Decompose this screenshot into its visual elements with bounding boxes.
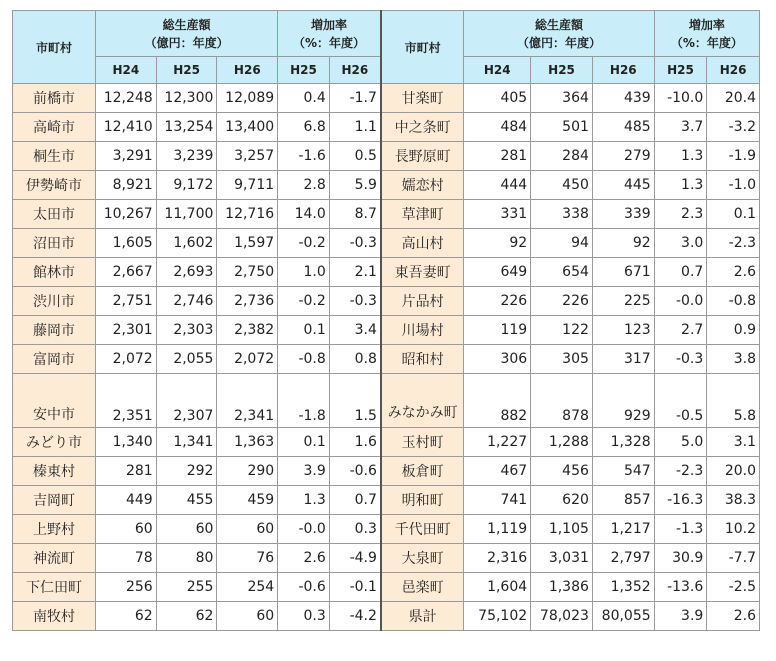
rate-unit: （%：年度） bbox=[293, 35, 366, 50]
cell-r26: 0.9 bbox=[707, 316, 760, 345]
table-row bbox=[13, 142, 760, 171]
municipality-name: 下仁田町 bbox=[13, 573, 96, 602]
cell-h26: 9,711 bbox=[217, 171, 278, 200]
header-municipality-right: 市町村 bbox=[381, 11, 464, 84]
table-row bbox=[13, 457, 760, 486]
cell-r26: 0.5 bbox=[329, 142, 381, 171]
cell-r25: 3.9 bbox=[278, 457, 330, 486]
cell-h24: 92 bbox=[464, 229, 531, 258]
cell-h26: 2,736 bbox=[217, 287, 278, 316]
cell-h25: 12,300 bbox=[156, 84, 217, 113]
cell-r25: 30.9 bbox=[654, 544, 707, 573]
cell-h24: 62 bbox=[95, 602, 156, 631]
cell-h24: 467 bbox=[464, 457, 531, 486]
cell-r26: -1.7 bbox=[329, 84, 381, 113]
municipality-name: 県計 bbox=[381, 602, 464, 631]
cell-h24: 1,119 bbox=[464, 515, 531, 544]
gdp-title: 総生産額 bbox=[535, 17, 584, 32]
cell-h26: 445 bbox=[592, 171, 654, 200]
cell-h26: 60 bbox=[217, 602, 278, 631]
cell-h26: 12,089 bbox=[217, 84, 278, 113]
cell-h25: 456 bbox=[531, 457, 593, 486]
cell-h25: 3,239 bbox=[156, 142, 217, 171]
rate-unit: （%：年度） bbox=[670, 35, 743, 50]
gdp-unit: （億円：年度） bbox=[517, 35, 602, 50]
cell-h24: 60 bbox=[95, 515, 156, 544]
cell-h24: 256 bbox=[95, 573, 156, 602]
cell-r25: 0.7 bbox=[654, 258, 707, 287]
municipality-name: 榛東村 bbox=[13, 457, 96, 486]
cell-h24: 281 bbox=[464, 142, 531, 171]
cell-h26: 13,400 bbox=[217, 113, 278, 142]
cell-h25: 122 bbox=[531, 316, 593, 345]
cell-h24: 1,340 bbox=[95, 428, 156, 457]
cell-r26: 0.7 bbox=[329, 486, 381, 515]
cell-h26: 339 bbox=[592, 200, 654, 229]
col-h25: H25 bbox=[531, 57, 593, 84]
gdp-unit: （億円：年度） bbox=[144, 35, 229, 50]
table-row bbox=[13, 486, 760, 515]
municipality-name: みどり市 bbox=[13, 428, 96, 457]
cell-r26: 0.1 bbox=[707, 200, 760, 229]
cell-r26: 20.4 bbox=[707, 84, 760, 113]
cell-r26: 3.1 bbox=[707, 428, 760, 457]
table-row bbox=[13, 428, 760, 457]
cell-r26: 3.8 bbox=[707, 345, 760, 374]
cell-h25: 78,023 bbox=[531, 602, 593, 631]
header-gdp-right bbox=[464, 11, 654, 57]
cell-r26: 2.1 bbox=[329, 258, 381, 287]
cell-h25: 284 bbox=[531, 142, 593, 171]
cell-r26: -1.0 bbox=[707, 171, 760, 200]
table-row bbox=[13, 113, 760, 142]
municipality-name: 館林市 bbox=[13, 258, 96, 287]
cell-h25: 878 bbox=[531, 374, 593, 428]
cell-r26: 2.6 bbox=[707, 258, 760, 287]
cell-h24: 3,291 bbox=[95, 142, 156, 171]
table-row bbox=[13, 602, 760, 631]
cell-r26: -2.3 bbox=[707, 229, 760, 258]
cell-h24: 649 bbox=[464, 258, 531, 287]
cell-h25: 620 bbox=[531, 486, 593, 515]
cell-r25: 2.6 bbox=[278, 544, 330, 573]
cell-h26: 2,750 bbox=[217, 258, 278, 287]
cell-h25: 2,055 bbox=[156, 345, 217, 374]
col-h25: H25 bbox=[156, 57, 217, 84]
cell-h24: 75,102 bbox=[464, 602, 531, 631]
cell-r25: -0.8 bbox=[278, 345, 330, 374]
cell-h26: 1,328 bbox=[592, 428, 654, 457]
municipality-name: みなかみ町 bbox=[381, 374, 464, 428]
cell-h25: 9,172 bbox=[156, 171, 217, 200]
cell-h26: 2,382 bbox=[217, 316, 278, 345]
cell-h26: 459 bbox=[217, 486, 278, 515]
municipality-name: 沼田市 bbox=[13, 229, 96, 258]
cell-h26: 1,352 bbox=[592, 573, 654, 602]
cell-r26: 8.7 bbox=[329, 200, 381, 229]
col-rate-h26: H26 bbox=[329, 57, 381, 84]
cell-r25: 0.1 bbox=[278, 428, 330, 457]
cell-h24: 2,751 bbox=[95, 287, 156, 316]
cell-h24: 281 bbox=[95, 457, 156, 486]
cell-r25: -16.3 bbox=[654, 486, 707, 515]
cell-h25: 62 bbox=[156, 602, 217, 631]
cell-r25: -0.6 bbox=[278, 573, 330, 602]
cell-r26: 20.0 bbox=[707, 457, 760, 486]
cell-r25: 1.3 bbox=[278, 486, 330, 515]
cell-r25: 0.3 bbox=[278, 602, 330, 631]
municipality-name: 伊勢崎市 bbox=[13, 171, 96, 200]
table-row bbox=[13, 515, 760, 544]
cell-r26: -0.8 bbox=[707, 287, 760, 316]
cell-r25: 14.0 bbox=[278, 200, 330, 229]
cell-r25: 1.3 bbox=[654, 171, 707, 200]
cell-h25: 305 bbox=[531, 345, 593, 374]
cell-h24: 226 bbox=[464, 287, 531, 316]
cell-h24: 12,248 bbox=[95, 84, 156, 113]
cell-r26: -3.2 bbox=[707, 113, 760, 142]
cell-h25: 3,031 bbox=[531, 544, 593, 573]
table-row bbox=[13, 573, 760, 602]
municipality-name: 前橋市 bbox=[13, 84, 96, 113]
gdp-title: 総生産額 bbox=[162, 17, 211, 32]
table-row bbox=[13, 544, 760, 573]
table-row bbox=[13, 374, 760, 428]
table-row bbox=[13, 200, 760, 229]
table-row bbox=[13, 345, 760, 374]
cell-r26: -2.5 bbox=[707, 573, 760, 602]
cell-h24: 2,072 bbox=[95, 345, 156, 374]
cell-h25: 2,746 bbox=[156, 287, 217, 316]
cell-h26: 12,716 bbox=[217, 200, 278, 229]
gdp-table bbox=[12, 10, 760, 631]
cell-h26: 92 bbox=[592, 229, 654, 258]
municipality-name: 長野原町 bbox=[381, 142, 464, 171]
cell-r25: -13.6 bbox=[654, 573, 707, 602]
cell-h26: 254 bbox=[217, 573, 278, 602]
cell-h25: 2,693 bbox=[156, 258, 217, 287]
cell-r26: -0.1 bbox=[329, 573, 381, 602]
cell-h25: 654 bbox=[531, 258, 593, 287]
table-row bbox=[13, 287, 760, 316]
municipality-name: 南牧村 bbox=[13, 602, 96, 631]
cell-h26: 76 bbox=[217, 544, 278, 573]
cell-h25: 364 bbox=[531, 84, 593, 113]
cell-h25: 450 bbox=[531, 171, 593, 200]
cell-h26: 485 bbox=[592, 113, 654, 142]
col-h24: H24 bbox=[464, 57, 531, 84]
cell-r25: -0.0 bbox=[654, 287, 707, 316]
cell-h24: 444 bbox=[464, 171, 531, 200]
cell-r25: 3.0 bbox=[654, 229, 707, 258]
municipality-name: 片品村 bbox=[381, 287, 464, 316]
cell-r25: 3.7 bbox=[654, 113, 707, 142]
municipality-name: 藤岡市 bbox=[13, 316, 96, 345]
cell-h25: 338 bbox=[531, 200, 593, 229]
cell-r25: -0.0 bbox=[278, 515, 330, 544]
cell-h24: 2,301 bbox=[95, 316, 156, 345]
cell-h24: 306 bbox=[464, 345, 531, 374]
municipality-name: 草津町 bbox=[381, 200, 464, 229]
municipality-name: 吉岡町 bbox=[13, 486, 96, 515]
cell-h25: 255 bbox=[156, 573, 217, 602]
cell-h24: 10,267 bbox=[95, 200, 156, 229]
cell-h26: 1,217 bbox=[592, 515, 654, 544]
cell-r26: 5.9 bbox=[329, 171, 381, 200]
cell-r25: 0.4 bbox=[278, 84, 330, 113]
header-rate-right bbox=[654, 11, 759, 57]
municipality-name: 桐生市 bbox=[13, 142, 96, 171]
cell-r25: 6.8 bbox=[278, 113, 330, 142]
rate-title: 増加率 bbox=[311, 17, 348, 32]
cell-h25: 80 bbox=[156, 544, 217, 573]
cell-r26: -0.6 bbox=[329, 457, 381, 486]
cell-h24: 2,316 bbox=[464, 544, 531, 573]
municipality-name: 大泉町 bbox=[381, 544, 464, 573]
cell-h24: 12,410 bbox=[95, 113, 156, 142]
col-h24: H24 bbox=[95, 57, 156, 84]
cell-h26: 80,055 bbox=[592, 602, 654, 631]
municipality-name: 上野村 bbox=[13, 515, 96, 544]
cell-r25: 0.1 bbox=[278, 316, 330, 345]
cell-h25: 60 bbox=[156, 515, 217, 544]
municipality-name: 渋川市 bbox=[13, 287, 96, 316]
cell-r25: -1.3 bbox=[654, 515, 707, 544]
cell-h26: 2,341 bbox=[217, 374, 278, 428]
cell-r26: -1.9 bbox=[707, 142, 760, 171]
cell-h25: 1,341 bbox=[156, 428, 217, 457]
municipality-name: 安中市 bbox=[13, 374, 96, 428]
cell-h25: 292 bbox=[156, 457, 217, 486]
cell-r26: -4.2 bbox=[329, 602, 381, 631]
cell-r25: -10.0 bbox=[654, 84, 707, 113]
municipality-name: 玉村町 bbox=[381, 428, 464, 457]
cell-h26: 317 bbox=[592, 345, 654, 374]
header-gdp-left bbox=[95, 11, 277, 57]
cell-r26: 0.3 bbox=[329, 515, 381, 544]
municipality-name: 邑楽町 bbox=[381, 573, 464, 602]
cell-r26: -7.7 bbox=[707, 544, 760, 573]
table-row bbox=[13, 316, 760, 345]
cell-h24: 1,227 bbox=[464, 428, 531, 457]
municipality-name: 高山村 bbox=[381, 229, 464, 258]
cell-r25: -2.3 bbox=[654, 457, 707, 486]
cell-h26: 857 bbox=[592, 486, 654, 515]
cell-h26: 439 bbox=[592, 84, 654, 113]
cell-h26: 1,597 bbox=[217, 229, 278, 258]
cell-h24: 119 bbox=[464, 316, 531, 345]
municipality-name: 太田市 bbox=[13, 200, 96, 229]
municipality-name: 富岡市 bbox=[13, 345, 96, 374]
cell-h26: 279 bbox=[592, 142, 654, 171]
cell-h24: 8,921 bbox=[95, 171, 156, 200]
header-municipality-left: 市町村 bbox=[13, 11, 96, 84]
municipality-name: 甘楽町 bbox=[381, 84, 464, 113]
table-row bbox=[13, 171, 760, 200]
cell-h25: 94 bbox=[531, 229, 593, 258]
cell-h25: 1,602 bbox=[156, 229, 217, 258]
cell-h26: 123 bbox=[592, 316, 654, 345]
cell-r26: 2.6 bbox=[707, 602, 760, 631]
municipality-name: 板倉町 bbox=[381, 457, 464, 486]
cell-h25: 1,105 bbox=[531, 515, 593, 544]
cell-h24: 882 bbox=[464, 374, 531, 428]
cell-r25: 1.3 bbox=[654, 142, 707, 171]
cell-h26: 671 bbox=[592, 258, 654, 287]
cell-h24: 78 bbox=[95, 544, 156, 573]
cell-r25: 2.8 bbox=[278, 171, 330, 200]
cell-h26: 1,363 bbox=[217, 428, 278, 457]
cell-h26: 3,257 bbox=[217, 142, 278, 171]
cell-h24: 1,605 bbox=[95, 229, 156, 258]
cell-h25: 455 bbox=[156, 486, 217, 515]
cell-h24: 331 bbox=[464, 200, 531, 229]
cell-r26: 0.8 bbox=[329, 345, 381, 374]
cell-h24: 405 bbox=[464, 84, 531, 113]
municipality-name: 東吾妻町 bbox=[381, 258, 464, 287]
cell-r26: 10.2 bbox=[707, 515, 760, 544]
cell-r26: -4.9 bbox=[329, 544, 381, 573]
cell-r25: -1.8 bbox=[278, 374, 330, 428]
cell-r26: 1.1 bbox=[329, 113, 381, 142]
cell-r26: 3.4 bbox=[329, 316, 381, 345]
cell-r26: 1.6 bbox=[329, 428, 381, 457]
municipality-name: 昭和村 bbox=[381, 345, 464, 374]
cell-r25: 1.0 bbox=[278, 258, 330, 287]
table-row bbox=[13, 84, 760, 113]
municipality-name: 川場村 bbox=[381, 316, 464, 345]
cell-r26: -0.3 bbox=[329, 229, 381, 258]
col-h26: H26 bbox=[217, 57, 278, 84]
municipality-name: 神流町 bbox=[13, 544, 96, 573]
cell-h25: 2,303 bbox=[156, 316, 217, 345]
rate-title: 増加率 bbox=[688, 17, 725, 32]
table-row bbox=[13, 258, 760, 287]
cell-r25: -0.3 bbox=[654, 345, 707, 374]
cell-h25: 501 bbox=[531, 113, 593, 142]
municipality-name: 中之条町 bbox=[381, 113, 464, 142]
cell-h26: 2,072 bbox=[217, 345, 278, 374]
cell-r25: 2.7 bbox=[654, 316, 707, 345]
cell-r25: -1.6 bbox=[278, 142, 330, 171]
table-body bbox=[13, 84, 760, 631]
cell-h26: 547 bbox=[592, 457, 654, 486]
cell-r25: 3.9 bbox=[654, 602, 707, 631]
cell-r25: 2.3 bbox=[654, 200, 707, 229]
col-h26: H26 bbox=[592, 57, 654, 84]
table-row bbox=[13, 229, 760, 258]
col-rate-h25: H25 bbox=[654, 57, 707, 84]
cell-r25: -0.2 bbox=[278, 287, 330, 316]
cell-h24: 2,351 bbox=[95, 374, 156, 428]
municipality-name: 高崎市 bbox=[13, 113, 96, 142]
cell-r26: 1.5 bbox=[329, 374, 381, 428]
cell-r26: -0.3 bbox=[329, 287, 381, 316]
cell-h25: 1,288 bbox=[531, 428, 593, 457]
cell-r26: 5.8 bbox=[707, 374, 760, 428]
cell-h26: 225 bbox=[592, 287, 654, 316]
cell-h25: 226 bbox=[531, 287, 593, 316]
municipality-name: 嬬恋村 bbox=[381, 171, 464, 200]
cell-h26: 929 bbox=[592, 374, 654, 428]
cell-r25: 5.0 bbox=[654, 428, 707, 457]
cell-h25: 2,307 bbox=[156, 374, 217, 428]
col-rate-h26: H26 bbox=[707, 57, 760, 84]
cell-h24: 2,667 bbox=[95, 258, 156, 287]
cell-h26: 60 bbox=[217, 515, 278, 544]
municipality-name: 明和町 bbox=[381, 486, 464, 515]
cell-h25: 1,386 bbox=[531, 573, 593, 602]
cell-h26: 2,797 bbox=[592, 544, 654, 573]
cell-h24: 484 bbox=[464, 113, 531, 142]
header-rate-left bbox=[278, 11, 381, 57]
cell-r26: 38.3 bbox=[707, 486, 760, 515]
municipality-name: 千代田町 bbox=[381, 515, 464, 544]
cell-h24: 449 bbox=[95, 486, 156, 515]
cell-h25: 11,700 bbox=[156, 200, 217, 229]
col-rate-h25: H25 bbox=[278, 57, 330, 84]
cell-r25: -0.5 bbox=[654, 374, 707, 428]
cell-h24: 741 bbox=[464, 486, 531, 515]
cell-h24: 1,604 bbox=[464, 573, 531, 602]
cell-r25: -0.2 bbox=[278, 229, 330, 258]
cell-h26: 290 bbox=[217, 457, 278, 486]
cell-h25: 13,254 bbox=[156, 113, 217, 142]
